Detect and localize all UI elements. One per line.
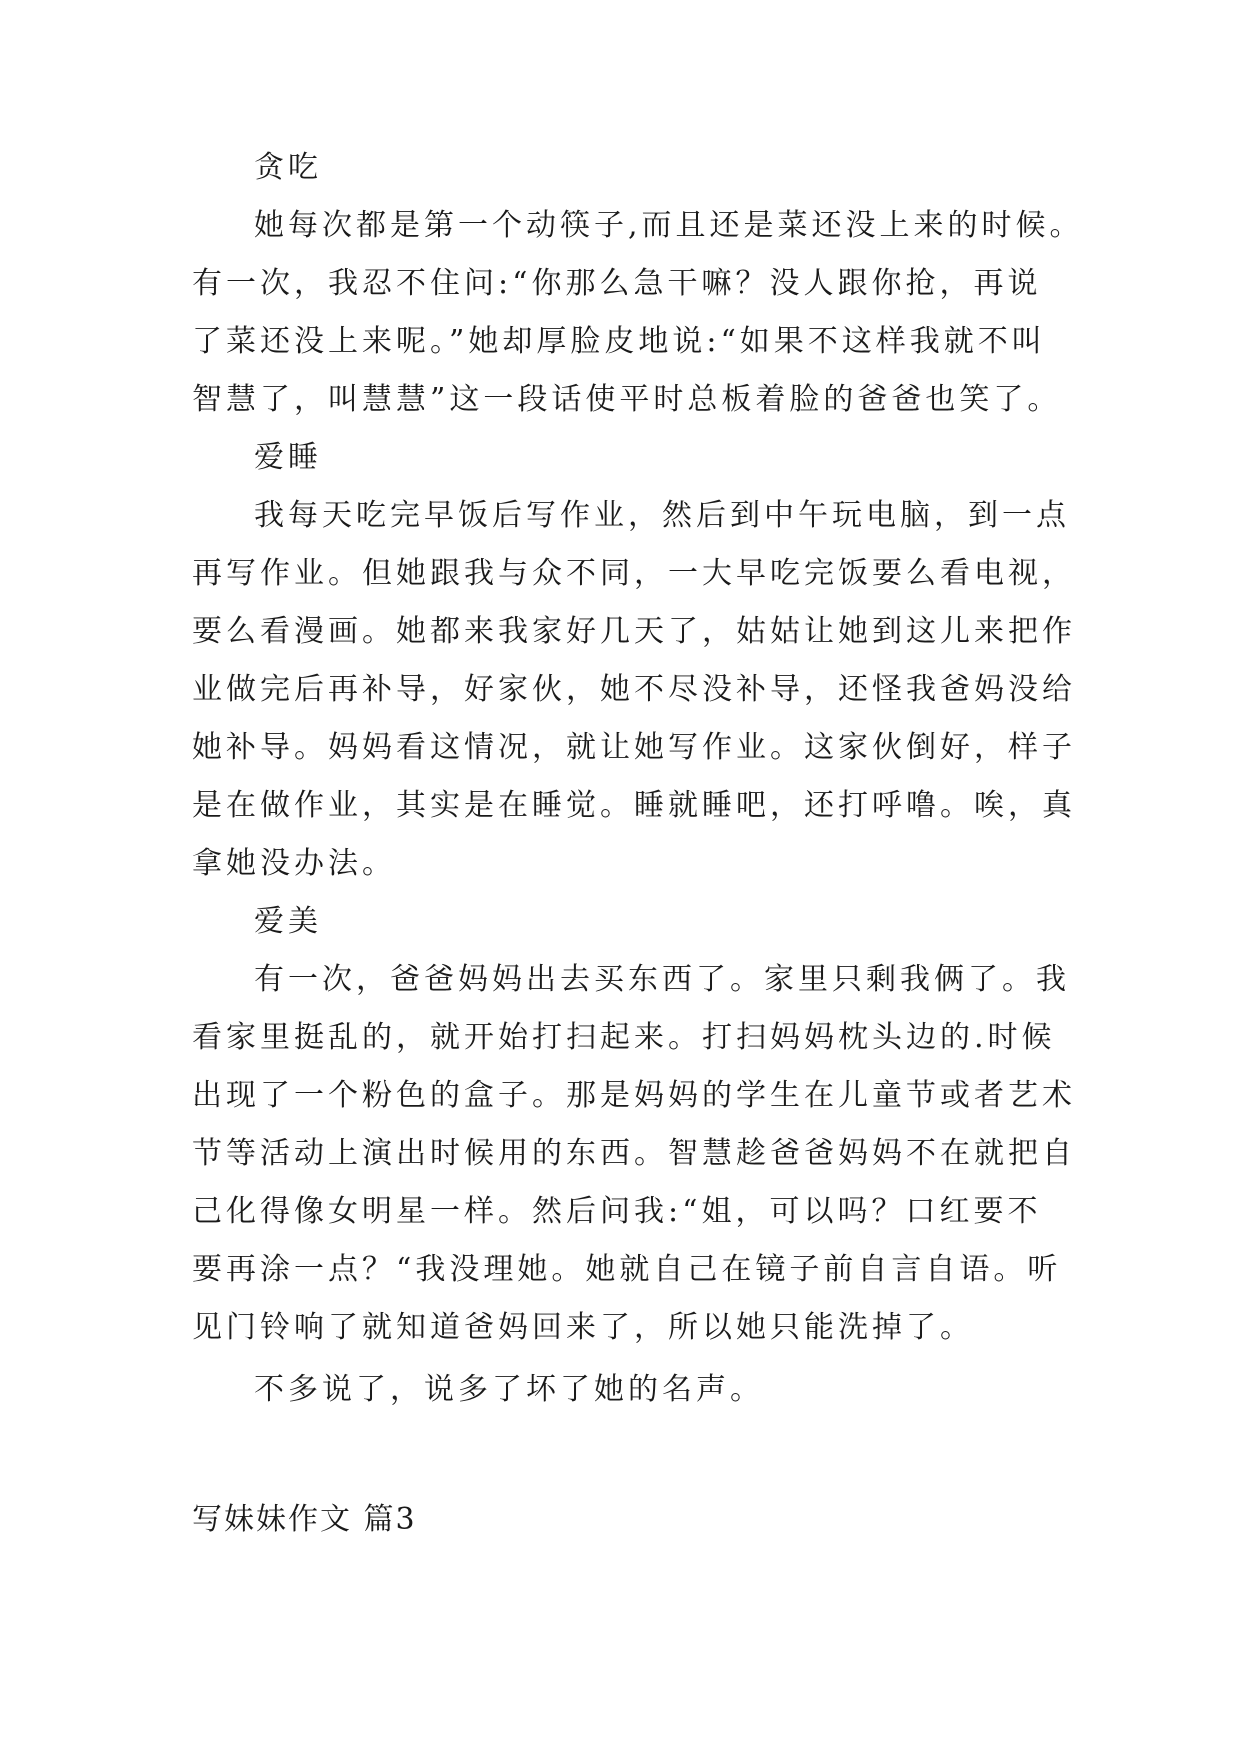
paragraph-line: 是在做作业，其实是在睡觉。睡就睡吧，还打呼噜。唉，真: [192, 788, 1076, 823]
section-heading: 爱睡: [254, 440, 322, 475]
paragraph-line: 业做完后再补导，好家伙，她不尽没补导，还怪我爸妈没给: [192, 672, 1076, 707]
closing-line: 不多说了，说多了坏了她的名声。: [254, 1372, 764, 1407]
paragraph-line: 她每次都是第一个动筷子,而且还是菜还没上来的时候。: [254, 208, 1084, 243]
paragraph-line: 有一次，爸爸妈妈出去买东西了。家里只剩我俩了。我: [254, 962, 1070, 997]
paragraph-line: 我每天吃完早饭后写作业，然后到中午玩电脑，到一点: [254, 498, 1070, 533]
paragraph-line: 再写作业。但她跟我与众不同，一大早吃完饭要么看电视，: [192, 556, 1076, 591]
paragraph-line: 要么看漫画。她都来我家好几天了，姑姑让她到这儿来把作: [192, 614, 1076, 649]
paragraph-line: 出现了一个粉色的盒子。那是妈妈的学生在儿童节或者艺术: [192, 1078, 1076, 1113]
paragraph-line: 她补导。妈妈看这情况，就让她写作业。这家伙倒好，样子: [192, 730, 1076, 765]
section-heading: 爱美: [254, 904, 322, 939]
paragraph-line: 看家里挺乱的，就开始打扫起来。打扫妈妈枕头边的.时候: [192, 1020, 1056, 1055]
paragraph-line: 要再涂一点？“我没理她。她就自己在镜子前自言自语。听: [192, 1252, 1062, 1287]
paragraph-line: 智慧了，叫慧慧”这一段话使平时总板着脸的爸爸也笑了。: [192, 382, 1062, 417]
paragraph-line: 己化得像女明星一样。然后问我:“姐，可以吗？口红要不: [192, 1194, 1042, 1229]
paragraph-line: 有一次，我忍不住问:“你那么急干嘛？没人跟你抢，再说: [192, 266, 1042, 301]
section-heading: 贪吃: [254, 150, 322, 185]
paragraph-line: 见门铃响了就知道爸妈回来了，所以她只能洗掉了。: [192, 1310, 974, 1345]
paragraph-line: 节等活动上演出时候用的东西。智慧趁爸爸妈妈不在就把自: [192, 1136, 1076, 1171]
paragraph-line: 拿她没办法。: [192, 846, 396, 881]
next-article-title: 写妹妹作文 篇3: [192, 1502, 417, 1537]
paragraph-line: 了菜还没上来呢。”她却厚脸皮地说:“如果不这样我就不叫: [192, 324, 1046, 359]
